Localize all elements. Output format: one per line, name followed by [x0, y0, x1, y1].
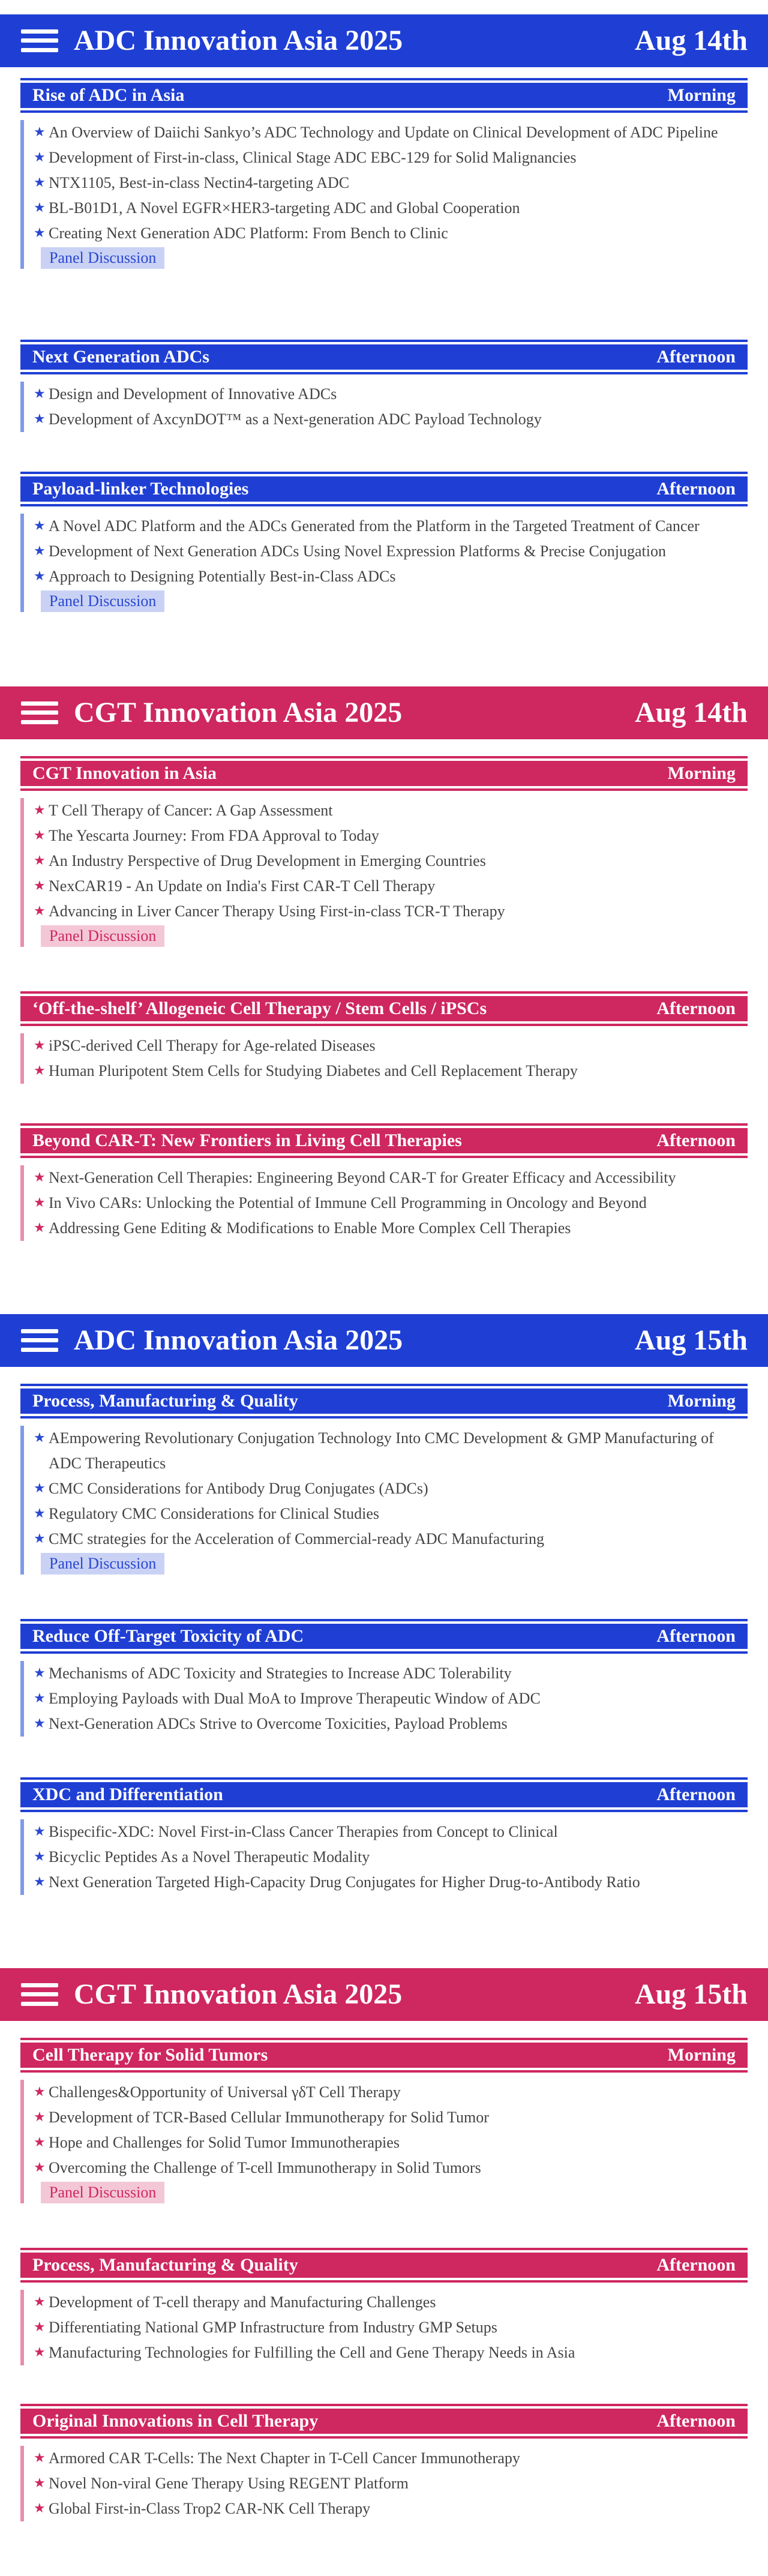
- session-payload-linker: [20, 472, 748, 612]
- talk-item: ★ Next Generation Targeted High-Capacity Drug Conjugates for Higher Drug-to-Antibody Ratio: [34, 1870, 748, 1895]
- star-icon: ★: [34, 412, 46, 427]
- session-title: Original Innovations in Cell Therapy: [32, 2411, 319, 2431]
- talk-list: [20, 1819, 748, 1895]
- talk-item: ★ Armored CAR T-Cells: The Next Chapter in T-Cell Cancer Immunotherapy: [34, 2446, 748, 2471]
- day-block-cgt-aug15: [0, 1968, 768, 2517]
- talk-item: ★ Next-Generation ADCs Strive to Overcome Toxicities, Payload Problems: [34, 1711, 748, 1737]
- session-time: Afternoon: [656, 1130, 736, 1150]
- session-time: Afternoon: [656, 1785, 736, 1804]
- talk-item: ★ Novel Non-viral Gene Therapy Using REGENT Platform: [34, 2471, 748, 2496]
- star-icon: ★: [34, 2135, 46, 2150]
- session-time: Afternoon: [656, 1626, 736, 1646]
- talk-item: ★ The Yescarta Journey: From FDA Approval to Today: [34, 823, 748, 848]
- talk-item: ★ In Vivo CARs: Unlocking the Potential of Immune Cell Programming in Oncology and Beyond: [34, 1190, 748, 1216]
- talk-item: ★ Next-Generation Cell Therapies: Engineering Beyond CAR-T for Greater Efficacy and Accessibility: [34, 1165, 748, 1190]
- star-icon: ★: [34, 226, 46, 241]
- talk-item: ★ Development of T-cell therapy and Manufacturing Challenges: [34, 2290, 748, 2315]
- day-title: ADC Innovation Asia 2025: [74, 25, 403, 56]
- talk-item: ★ Development of AxcynDOT™ as a Next-generation ADC Payload Technology: [34, 407, 748, 432]
- star-icon: ★: [34, 2451, 46, 2466]
- talk-item: ★ Bispecific-XDC: Novel First-in-Class Cancer Therapies from Concept to Clinical: [34, 1819, 748, 1845]
- day-title: CGT Innovation Asia 2025: [74, 1978, 403, 2010]
- talk-list: [20, 1165, 748, 1241]
- session-title: Payload-linker Technologies: [32, 479, 249, 499]
- star-icon: ★: [34, 1849, 46, 1864]
- session-title: XDC and Differentiation: [32, 1785, 223, 1804]
- day-title: ADC Innovation Asia 2025: [74, 1324, 403, 1356]
- day-block-adc-aug14: [0, 14, 768, 610]
- star-icon: ★: [34, 125, 46, 140]
- talk-item: ★ Creating Next Generation ADC Platform: From Bench to Clinic: [34, 221, 748, 246]
- talk-item: ★ Development of Next Generation ADCs Using Novel Expression Platforms & Precise Conjugation: [34, 539, 748, 564]
- talk-item: ★ Development of TCR-Based Cellular Immunotherapy for Solid Tumor: [34, 2105, 748, 2130]
- talk-item: ★ Approach to Designing Potentially Best-in-Class ADCs: [34, 564, 748, 589]
- session-header: [20, 340, 748, 374]
- talk-list: [20, 2290, 748, 2365]
- session-header: [20, 1777, 748, 1812]
- star-icon: ★: [34, 1220, 46, 1235]
- talk-list: [20, 2080, 748, 2203]
- talk-item: ★ Differentiating National GMP Infrastructure from Industry GMP Setups: [34, 2315, 748, 2340]
- star-icon: ★: [34, 175, 46, 190]
- panel-discussion-badge: Panel Discussion: [41, 925, 164, 947]
- panel-discussion-badge: Panel Discussion: [41, 247, 164, 269]
- talk-item: ★ NexCAR19 - An Update on India's First CAR-T Cell Therapy: [34, 874, 748, 899]
- talk-item: ★ Bicyclic Peptides As a Novel Therapeutic Modality: [34, 1845, 748, 1870]
- session-header: [20, 1123, 748, 1158]
- session-title: CGT Innovation in Asia: [32, 763, 217, 783]
- session-time: Morning: [667, 763, 736, 783]
- session-title: Cell Therapy for Solid Tumors: [32, 2045, 268, 2065]
- talk-item: ★ A Novel ADC Platform and the ADCs Generated from the Platform in the Targeted Treatment of Cancer: [34, 514, 748, 539]
- star-icon: ★: [34, 1716, 46, 1731]
- talk-list: [20, 514, 748, 612]
- session-beyond-car-t: [20, 1123, 748, 1241]
- talk-list: [20, 120, 748, 269]
- talk-item: ★ Regulatory CMC Considerations for Clinical Studies: [34, 1501, 748, 1527]
- session-original-innovations: [20, 2404, 748, 2521]
- star-icon: ★: [34, 1063, 46, 1078]
- session-adc-process-manufacturing: [20, 1384, 748, 1575]
- session-cell-therapy-solid-tumors: [20, 2038, 748, 2203]
- session-title: Process, Manufacturing & Quality: [32, 2255, 298, 2275]
- star-icon: ★: [34, 2295, 46, 2310]
- star-icon: ★: [34, 2320, 46, 2335]
- talk-item: ★ Human Pluripotent Stem Cells for Studying Diabetes and Cell Replacement Therapy: [34, 1058, 748, 1084]
- talk-item: ★ Global First-in-Class Trop2 CAR-NK Cell Therapy: [34, 2496, 748, 2521]
- talk-item: ★ T Cell Therapy of Cancer: A Gap Assessment: [34, 798, 748, 823]
- day-block-adc-aug15: [0, 1314, 768, 1891]
- star-icon: ★: [34, 1038, 46, 1053]
- talk-list: [20, 1033, 748, 1084]
- day-header: [0, 14, 768, 67]
- session-next-generation-adcs: [20, 340, 748, 432]
- session-title: Next Generation ADCs: [32, 347, 209, 367]
- talk-item: ★ Hope and Challenges for Solid Tumor Immunotherapies: [34, 2130, 748, 2155]
- talk-item: ★ CMC strategies for the Acceleration of Commercial-ready ADC Manufacturing: [34, 1527, 748, 1552]
- menu-icon[interactable]: [21, 701, 58, 724]
- talk-list: [20, 1661, 748, 1737]
- session-time: Afternoon: [656, 347, 736, 367]
- menu-icon[interactable]: [21, 1983, 58, 2006]
- session-cgt-innovation-in-asia: [20, 756, 748, 947]
- star-icon: ★: [34, 1531, 46, 1546]
- day-date: Aug 15th: [634, 1324, 748, 1356]
- star-icon: ★: [34, 1195, 46, 1210]
- talk-item: ★ Development of First-in-class, Clinical Stage ADC EBC-129 for Solid Malignancies: [34, 145, 748, 170]
- talk-item: ★ BL-B01D1, A Novel EGFR×HER3-targeting ADC and Global Cooperation: [34, 196, 748, 221]
- star-icon: ★: [34, 2110, 46, 2125]
- star-icon: ★: [34, 2345, 46, 2360]
- day-date: Aug 14th: [634, 25, 748, 56]
- day-header: [0, 1968, 768, 2021]
- session-time: Afternoon: [656, 998, 736, 1018]
- star-icon: ★: [34, 544, 46, 559]
- session-reduce-off-target: [20, 1619, 748, 1737]
- talk-item: ★ Challenges&Opportunity of Universal γδT Cell Therapy: [34, 2080, 748, 2105]
- star-icon: ★: [34, 386, 46, 401]
- day-header: [0, 686, 768, 739]
- star-icon: ★: [34, 1431, 46, 1446]
- star-icon: ★: [34, 200, 46, 215]
- star-icon: ★: [34, 1666, 46, 1681]
- star-icon: ★: [34, 1506, 46, 1521]
- star-icon: ★: [34, 2085, 46, 2100]
- session-header: [20, 991, 748, 1026]
- star-icon: ★: [34, 2501, 46, 2516]
- talk-list: [20, 382, 748, 432]
- session-title: Process, Manufacturing & Quality: [32, 1391, 298, 1411]
- session-time: Afternoon: [656, 2411, 736, 2431]
- talk-item: ★ iPSC-derived Cell Therapy for Age-related Diseases: [34, 1033, 748, 1058]
- session-header: [20, 1619, 748, 1654]
- panel-discussion-badge: Panel Discussion: [41, 1553, 164, 1575]
- star-icon: ★: [34, 1824, 46, 1839]
- star-icon: ★: [34, 2476, 46, 2491]
- session-header: [20, 2038, 748, 2073]
- session-header: [20, 2248, 748, 2283]
- menu-icon[interactable]: [21, 1329, 58, 1352]
- session-cgt-process-manufacturing: [20, 2248, 748, 2365]
- talk-item: ★ CMC Considerations for Antibody Drug Conjugates (ADCs): [34, 1476, 748, 1501]
- day-block-cgt-aug14: [0, 686, 768, 1237]
- day-header: [0, 1314, 768, 1367]
- star-icon: ★: [34, 828, 46, 843]
- session-time: Morning: [667, 85, 736, 105]
- star-icon: ★: [34, 1170, 46, 1185]
- talk-item: ★ An Overview of Daiichi Sankyo’s ADC Technology and Update on Clinical Development of ADC Pipeline: [34, 120, 748, 145]
- panel-discussion-badge: Panel Discussion: [41, 2182, 164, 2203]
- panel-discussion-badge: Panel Discussion: [41, 590, 164, 612]
- menu-icon[interactable]: [21, 29, 58, 52]
- day-date: Aug 15th: [634, 1978, 748, 2010]
- star-icon: ★: [34, 1875, 46, 1890]
- talk-item: ★ Employing Payloads with Dual MoA to Improve Therapeutic Window of ADC: [34, 1686, 748, 1711]
- session-header: [20, 756, 748, 791]
- talk-item: ★ AEmpowering Revolutionary Conjugation Technology Into CMC Development & GMP Manufacturing of ADC Therapeutics: [34, 1426, 748, 1476]
- talk-item: ★ NTX1105, Best-in-class Nectin4-targeting ADC: [34, 170, 748, 196]
- session-header: [20, 78, 748, 113]
- star-icon: ★: [34, 853, 46, 868]
- session-title: ‘Off-the-shelf’ Allogeneic Cell Therapy / Stem Cells / iPSCs: [32, 998, 487, 1018]
- talk-item: ★ Advancing in Liver Cancer Therapy Using First-in-class TCR-T Therapy: [34, 899, 748, 924]
- talk-item: ★ Manufacturing Technologies for Fulfilling the Cell and Gene Therapy Needs in Asia: [34, 2340, 748, 2365]
- session-rise-of-adc: [20, 78, 748, 269]
- session-header: [20, 1384, 748, 1419]
- session-header: [20, 2404, 748, 2439]
- session-time: Morning: [667, 2045, 736, 2065]
- star-icon: ★: [34, 150, 46, 165]
- talk-list: [20, 2446, 748, 2521]
- talk-item: ★ Addressing Gene Editing & Modifications to Enable More Complex Cell Therapies: [34, 1216, 748, 1241]
- day-title: CGT Innovation Asia 2025: [74, 697, 403, 728]
- talk-item: ★ Overcoming the Challenge of T-cell Immunotherapy in Solid Tumors: [34, 2155, 748, 2181]
- session-header: [20, 472, 748, 506]
- talk-list: [20, 798, 748, 947]
- session-time: Morning: [667, 1391, 736, 1411]
- day-date: Aug 14th: [634, 697, 748, 728]
- star-icon: ★: [34, 878, 46, 893]
- star-icon: ★: [34, 2160, 46, 2175]
- star-icon: ★: [34, 1691, 46, 1706]
- star-icon: ★: [34, 1481, 46, 1496]
- star-icon: ★: [34, 803, 46, 818]
- star-icon: ★: [34, 904, 46, 919]
- session-title: Rise of ADC in Asia: [32, 85, 185, 105]
- talk-item: ★ Mechanisms of ADC Toxicity and Strategies to Increase ADC Tolerability: [34, 1661, 748, 1686]
- talk-item: ★ Design and Development of Innovative ADCs: [34, 382, 748, 407]
- session-xdc: [20, 1777, 748, 1895]
- session-time: Afternoon: [656, 2255, 736, 2275]
- session-title: Reduce Off-Target Toxicity of ADC: [32, 1626, 304, 1646]
- star-icon: ★: [34, 569, 46, 584]
- talk-item: ★ An Industry Perspective of Drug Development in Emerging Countries: [34, 848, 748, 874]
- talk-list: [20, 1426, 748, 1575]
- session-title: Beyond CAR-T: New Frontiers in Living Cell Therapies: [32, 1130, 462, 1150]
- session-off-the-shelf: [20, 991, 748, 1084]
- session-time: Afternoon: [656, 479, 736, 499]
- star-icon: ★: [34, 518, 46, 533]
